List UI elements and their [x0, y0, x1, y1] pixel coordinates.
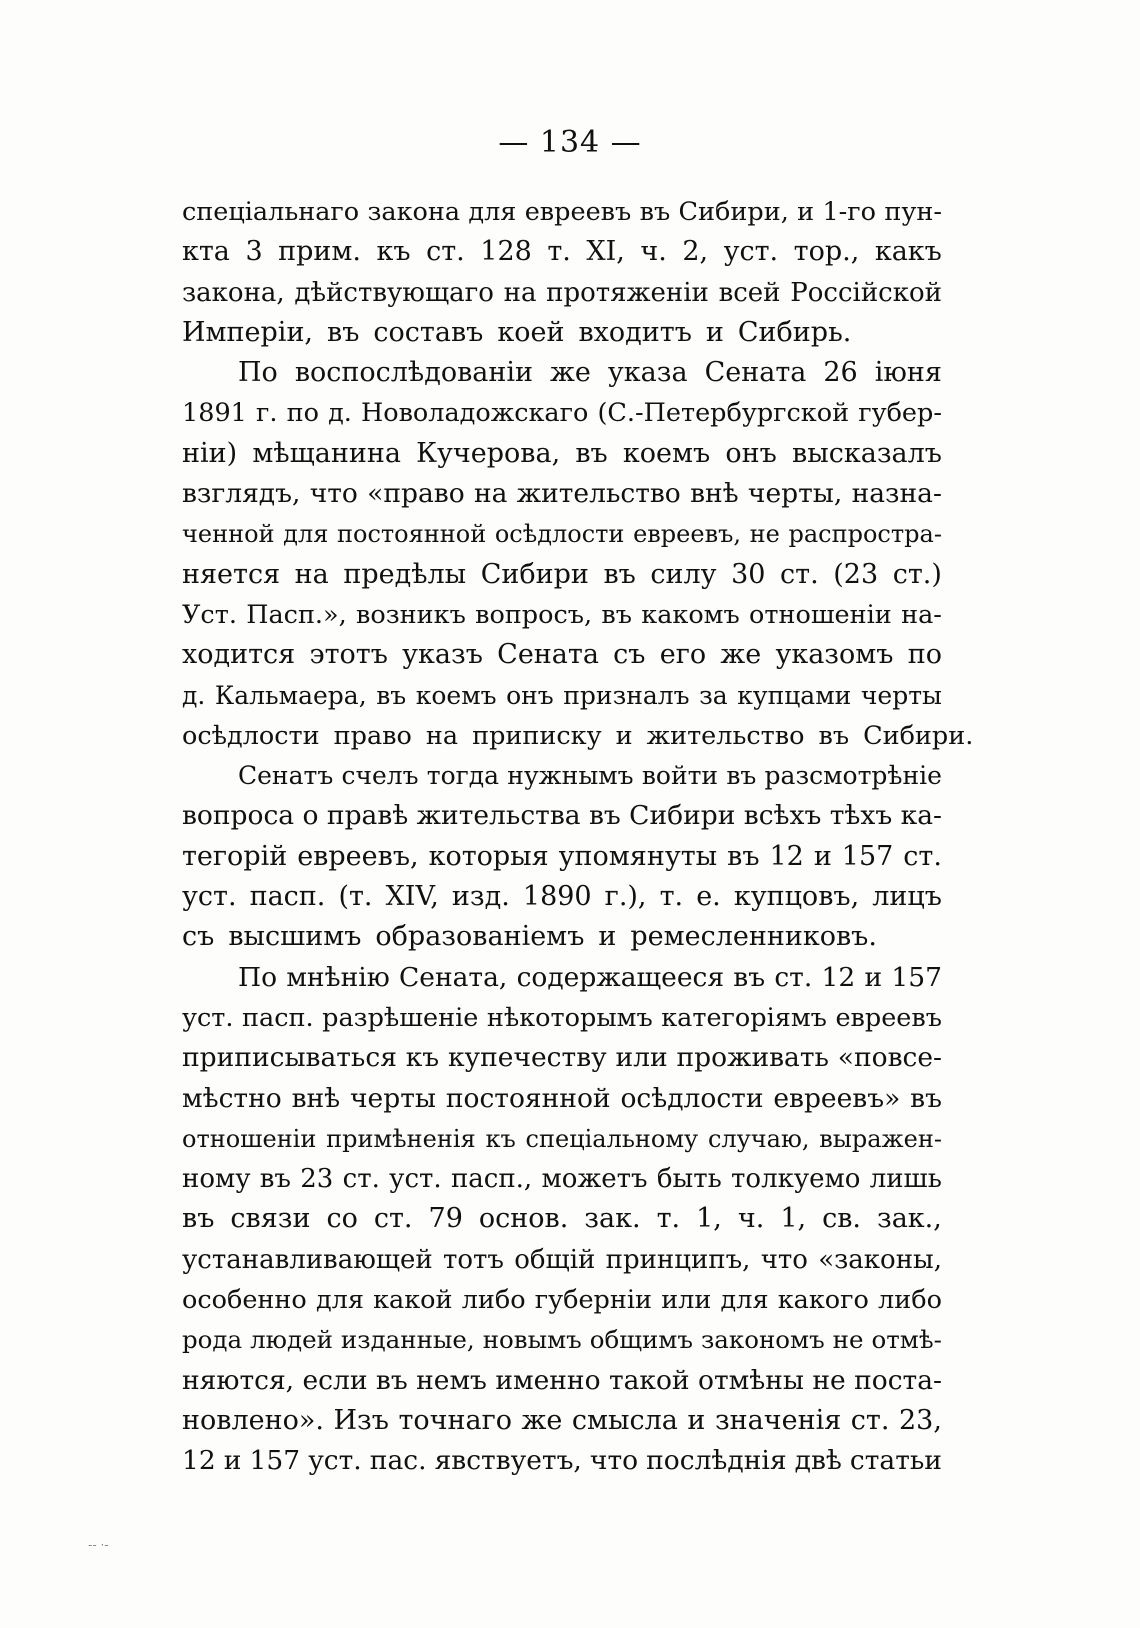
text-word: двѣ	[794, 1445, 842, 1477]
text-word: быть	[656, 1164, 722, 1195]
text-word: въ	[733, 961, 766, 993]
text-word: пасп.	[249, 881, 326, 913]
text-word: тор.,	[793, 236, 860, 268]
text-word: 1890	[522, 881, 592, 913]
text-word: можетъ	[541, 1164, 648, 1195]
text-word: лицъ	[872, 881, 942, 913]
text-word: съ	[613, 639, 646, 671]
text-word: въ	[726, 761, 757, 791]
text-word: евреевъ,	[297, 840, 419, 872]
text-word: осѣдлости	[620, 1082, 764, 1114]
text-word: 1-го	[822, 197, 877, 227]
text-word: ч.	[640, 236, 667, 268]
text-line	[182, 676, 942, 716]
text-line	[182, 232, 942, 272]
text-word: особенно	[182, 1285, 307, 1316]
text-word: 128	[480, 236, 532, 268]
text-word: 26	[823, 357, 858, 389]
text-word: лишь	[869, 1164, 942, 1195]
text-line	[182, 877, 942, 917]
text-word: такой	[608, 1364, 690, 1396]
text-word: Сената	[497, 639, 599, 671]
text-word: ченной	[182, 520, 275, 549]
text-word: указомъ	[775, 639, 894, 671]
text-word: въ	[601, 599, 632, 630]
text-word: въ	[575, 437, 608, 469]
text-word: (С.-Петербургской	[597, 398, 850, 429]
text-word: къ	[376, 236, 411, 268]
text-word: черты	[350, 1082, 436, 1114]
text-word: явствуетъ,	[434, 1445, 582, 1477]
text-word: точнаго	[398, 1404, 512, 1436]
text-word: т.	[656, 1203, 681, 1235]
text-word: пас.	[369, 1445, 427, 1477]
text-word: евреевъ,	[633, 520, 741, 549]
text-word: зак.,	[876, 1203, 942, 1235]
text-word: же	[550, 357, 591, 389]
text-word: не	[832, 1325, 864, 1355]
text-word: къ	[485, 1124, 516, 1153]
text-word: отношеніи	[749, 599, 892, 630]
text-word: которыя	[428, 840, 549, 872]
text-word: ст.	[780, 558, 819, 590]
text-word: какъ	[874, 236, 942, 268]
text-word: войти	[641, 761, 719, 791]
text-line	[182, 998, 942, 1038]
text-word: Сибири	[629, 800, 736, 832]
text-line	[182, 1199, 942, 1239]
text-word: возникъ	[356, 599, 466, 630]
text-word: примѣненія	[326, 1124, 476, 1153]
text-word: за	[699, 680, 728, 710]
text-word: проживать	[676, 1042, 829, 1074]
text-word: тѣхъ	[829, 800, 893, 832]
text-word: т.	[659, 881, 684, 913]
text-word: Сибири	[480, 558, 589, 590]
text-word: на	[294, 558, 329, 590]
text-word: «повсе-	[837, 1042, 942, 1074]
text-word: на	[503, 277, 537, 308]
text-word: нужнымъ	[507, 761, 634, 791]
text-word: постоянной	[445, 1082, 611, 1114]
text-word: изд.	[451, 881, 510, 913]
text-word: въ	[603, 558, 636, 590]
text-word: взглядъ,	[182, 478, 301, 510]
text-word: предѣлы	[343, 558, 467, 590]
text-line	[182, 273, 942, 313]
text-word: смысла	[571, 1404, 678, 1436]
text-line	[182, 514, 942, 554]
text-word: на-	[901, 599, 942, 630]
text-word: Сибири,	[678, 197, 789, 227]
text-word: купцами	[737, 680, 852, 710]
text-word: зак.	[584, 1203, 641, 1235]
text-word: евреевъ	[524, 197, 632, 227]
text-word: Сибири.	[863, 720, 974, 751]
text-word: для	[720, 1285, 769, 1316]
text-word: назна-	[851, 478, 942, 510]
text-word: призналъ	[563, 680, 690, 710]
text-word: спеціальному	[525, 1124, 699, 1153]
text-word: Сибирь.	[737, 316, 852, 348]
text-word: Сената,	[399, 961, 508, 993]
text-line	[182, 1159, 942, 1199]
text-word: въ	[910, 1082, 942, 1114]
text-word: 157	[249, 1445, 301, 1477]
text-line	[182, 958, 942, 998]
text-line	[182, 716, 974, 756]
text-line	[182, 1401, 942, 1441]
text-word: распростра-	[788, 520, 942, 549]
text-word: разсмотрѣніе	[764, 761, 942, 791]
text-word: т.	[547, 236, 571, 268]
text-word: черты,	[747, 478, 843, 510]
text-word: же	[720, 639, 762, 671]
text-word: 23	[300, 1164, 334, 1195]
text-word: Россійской	[790, 277, 942, 308]
text-word: упомянуты	[558, 840, 718, 872]
text-word: черты	[860, 680, 942, 710]
text-word: рода	[182, 1325, 243, 1355]
text-word: какого	[777, 1285, 869, 1316]
text-line	[182, 837, 942, 877]
text-word: ходится	[182, 639, 296, 671]
text-word: евреевъ»	[773, 1082, 901, 1114]
text-word: д.	[328, 398, 352, 429]
text-word: мнѣнію	[286, 961, 390, 993]
text-word: закономъ	[700, 1325, 825, 1355]
text-word: какомъ	[641, 599, 740, 630]
text-word: въ	[375, 1364, 408, 1396]
text-word: г.	[256, 398, 278, 429]
text-word: значенія	[714, 1404, 842, 1436]
text-word: ч.	[737, 1203, 765, 1235]
text-word: г.),	[604, 881, 647, 913]
text-word: 1891	[182, 398, 247, 429]
text-line	[182, 796, 942, 836]
text-line	[182, 917, 942, 957]
text-word: кта	[182, 236, 230, 268]
text-word: всей	[718, 277, 781, 308]
text-line	[182, 1320, 942, 1360]
text-word: XIV,	[385, 881, 439, 913]
text-word: въ	[588, 800, 621, 832]
text-word: Кучерова,	[416, 437, 561, 469]
text-word: вопроса	[182, 800, 295, 832]
text-word: не	[812, 1364, 846, 1396]
text-word: осѣдлости	[182, 720, 320, 751]
text-word: новлено».	[182, 1404, 324, 1436]
text-word: внѣ	[291, 1082, 341, 1114]
text-word: губер-	[858, 398, 942, 429]
text-word: именно	[495, 1364, 601, 1396]
text-word: указа	[607, 357, 688, 389]
text-line	[182, 1240, 942, 1280]
text-word: жительство	[516, 478, 681, 510]
text-line	[182, 1079, 942, 1119]
text-word: разрѣшеніе	[322, 1002, 479, 1033]
text-word: тегорій	[182, 840, 288, 872]
text-word: или	[661, 1285, 712, 1316]
text-word: ному	[182, 1164, 251, 1195]
text-word: же	[521, 1404, 563, 1436]
text-word: ст.	[774, 961, 813, 993]
text-word: (т.	[338, 881, 373, 913]
text-word: тотъ	[443, 1244, 504, 1275]
text-word: его	[659, 639, 707, 671]
text-word: д.	[182, 680, 206, 710]
text-word: няются,	[182, 1364, 295, 1396]
text-word: 1,	[780, 1203, 807, 1235]
text-word: уст.	[182, 881, 237, 913]
page-number: — 134 —	[498, 125, 642, 160]
text-word: пун-	[884, 197, 942, 227]
text-word: тогда	[426, 761, 500, 791]
text-word: пасп.,	[450, 1164, 533, 1195]
text-word: съ	[182, 921, 215, 953]
text-word: новымъ	[482, 1325, 582, 1355]
text-word: жительство	[646, 720, 805, 751]
text-word: что	[589, 1445, 639, 1477]
text-word: силу	[650, 558, 717, 590]
text-word: 23,	[898, 1404, 942, 1436]
text-word: устанавливающей	[182, 1244, 433, 1275]
text-word: поста-	[854, 1364, 942, 1396]
text-word: право	[333, 720, 412, 751]
text-word: Изъ	[333, 1404, 389, 1436]
text-line	[182, 192, 942, 232]
text-word: воспослѣдованіи	[294, 357, 534, 389]
text-word: отмѣны	[697, 1364, 804, 1396]
text-word: связи	[230, 1203, 311, 1235]
text-word: коемъ	[622, 437, 711, 469]
text-line	[182, 756, 942, 796]
text-word: ремесленниковъ.	[630, 921, 877, 953]
text-word: ст.)	[892, 558, 942, 590]
text-word: жительства	[416, 800, 581, 832]
text-word: всѣхъ	[743, 800, 822, 832]
text-word: приписываться	[182, 1042, 397, 1074]
text-word: пасп.	[242, 1002, 314, 1033]
text-word: содержащееся	[516, 961, 725, 993]
text-word: счелъ	[341, 761, 419, 791]
text-word: въ	[818, 720, 850, 751]
text-word: 1,	[696, 1203, 722, 1235]
text-word: ст.	[342, 1164, 380, 1195]
text-line	[182, 393, 942, 433]
text-word: выражен-	[819, 1124, 942, 1153]
text-word: XI,	[586, 236, 625, 268]
text-word: указъ	[402, 639, 483, 671]
text-word: Новоладожскаго	[360, 398, 589, 429]
text-word: статьи	[849, 1445, 942, 1477]
text-word: св.	[822, 1203, 861, 1235]
text-word: образованіемъ	[375, 921, 585, 953]
text-word: 157	[841, 840, 894, 872]
text-word: уст.	[308, 1445, 362, 1477]
text-word: евреевъ	[835, 1002, 942, 1033]
text-line	[182, 434, 942, 474]
text-word: спеціальнаго	[182, 197, 360, 227]
text-word: Сената	[704, 357, 807, 389]
text-line	[182, 313, 942, 353]
text-word: губерніи	[534, 1285, 653, 1316]
text-word: правѣ	[326, 800, 409, 832]
text-word: прим.	[278, 236, 361, 268]
text-word: категоріямъ	[661, 1002, 827, 1033]
text-word: купцовъ,	[733, 881, 860, 913]
text-word: «законы,	[818, 1244, 942, 1275]
text-word: 30	[731, 558, 766, 590]
text-word: и	[705, 316, 724, 348]
text-word: 3	[245, 236, 263, 268]
text-word: (23	[833, 558, 879, 590]
text-word: По	[238, 961, 278, 993]
text-word: изданные,	[340, 1325, 475, 1355]
text-word: закона	[367, 197, 461, 227]
text-body	[182, 192, 974, 1482]
text-word: 79	[428, 1203, 463, 1235]
text-line	[182, 1038, 942, 1078]
text-word: и	[223, 1445, 242, 1477]
text-line	[182, 555, 942, 595]
text-word: е.	[696, 881, 721, 913]
text-word: протяженіи	[546, 277, 709, 308]
text-word: 157	[891, 961, 942, 993]
text-word: по	[907, 639, 942, 671]
text-word: и	[797, 197, 815, 227]
text-word: нѣкоторымъ	[486, 1002, 653, 1033]
text-word: немъ	[416, 1364, 487, 1396]
text-word: къ	[405, 1042, 440, 1074]
text-word: о	[302, 800, 319, 832]
text-word: Пасп.»,	[246, 599, 347, 630]
text-word: что	[760, 1244, 808, 1275]
text-word: не	[749, 520, 780, 549]
text-word: 12	[182, 1445, 216, 1477]
text-word: на	[473, 478, 508, 510]
text-word: Сенатъ	[238, 761, 334, 791]
text-line	[182, 474, 942, 514]
text-word: іюня	[874, 357, 942, 389]
text-word: по	[286, 398, 319, 429]
text-word: на	[425, 720, 459, 751]
text-word: и	[598, 921, 617, 953]
text-word: въ	[327, 316, 360, 348]
scan-artifact-mark: -- ·-	[88, 1538, 109, 1552]
text-word: высшимъ	[228, 921, 362, 953]
text-word: отмѣ-	[871, 1325, 942, 1355]
text-word: коемъ	[415, 680, 497, 710]
text-word: осѣдлости	[494, 520, 625, 549]
text-word: постоянной	[337, 520, 487, 549]
text-word: общимъ	[589, 1325, 693, 1355]
text-word: мѣщанина	[252, 437, 401, 469]
text-line	[182, 1361, 942, 1401]
text-word: высказалъ	[792, 437, 942, 469]
text-word: въ	[182, 1203, 215, 1235]
text-word: уст.	[182, 1002, 234, 1033]
text-word: входитъ	[578, 316, 692, 348]
text-word: либо	[461, 1285, 526, 1316]
text-word: 12	[821, 961, 856, 993]
text-word: По	[238, 357, 278, 389]
text-word: вопросъ,	[475, 599, 593, 630]
text-word: или	[615, 1042, 668, 1074]
text-word: какой	[373, 1285, 453, 1316]
text-word: въ	[259, 1164, 291, 1195]
text-word: мѣстно	[182, 1082, 282, 1114]
text-line	[182, 595, 942, 635]
text-word: въ	[376, 680, 407, 710]
text-word: ст.	[373, 1203, 413, 1235]
text-word: и	[864, 961, 883, 993]
text-word: коей	[497, 316, 565, 348]
text-word: Имперіи,	[182, 316, 314, 348]
text-word: закона,	[182, 277, 285, 308]
text-word: онъ	[725, 437, 777, 469]
text-word: Кальмаера,	[214, 680, 367, 710]
text-word: общій	[514, 1244, 596, 1275]
text-word: либо	[878, 1285, 942, 1316]
text-line	[182, 635, 942, 675]
text-word: если	[302, 1364, 368, 1396]
text-line	[182, 1280, 942, 1320]
text-word: ст.	[426, 236, 465, 268]
text-word: людей	[250, 1325, 333, 1355]
text-line	[182, 1441, 942, 1481]
text-word: составъ	[373, 316, 484, 348]
text-word: 12	[769, 840, 804, 872]
text-word: купечеству	[447, 1042, 607, 1074]
text-word: основ.	[478, 1203, 569, 1235]
text-word: ст.	[903, 840, 942, 872]
text-word: отношеніи	[182, 1124, 317, 1153]
text-word: ка-	[900, 800, 942, 832]
text-word: приписку	[472, 720, 602, 751]
text-word: уст.	[389, 1164, 442, 1195]
text-word: для	[283, 520, 329, 549]
text-word: и	[687, 1404, 706, 1436]
text-word: въ	[727, 840, 760, 872]
text-word: и	[615, 720, 633, 751]
text-word: Уст.	[182, 599, 237, 630]
text-word: «право	[367, 478, 465, 510]
text-word: онъ	[506, 680, 554, 710]
text-word: внѣ	[690, 478, 739, 510]
text-word: ніи)	[182, 437, 238, 469]
text-line	[182, 1119, 942, 1159]
text-line	[182, 353, 942, 393]
text-word: и	[813, 840, 832, 872]
text-word: въ	[639, 197, 671, 227]
text-word: для	[468, 197, 517, 227]
text-word: уст.	[723, 236, 779, 268]
text-word: со	[326, 1203, 358, 1235]
text-word: послѣднія	[646, 1445, 787, 1477]
text-word: няется	[182, 558, 281, 590]
text-word: ст.	[850, 1404, 890, 1436]
text-word: принципъ,	[605, 1244, 751, 1275]
text-word: этотъ	[309, 639, 388, 671]
text-word: толкуемо	[731, 1164, 861, 1195]
text-word: случаю,	[707, 1124, 810, 1153]
text-word: 2,	[682, 236, 709, 268]
text-word: для	[315, 1285, 364, 1316]
text-word: что	[309, 478, 358, 510]
text-word: дѣйствующаго	[294, 277, 494, 308]
